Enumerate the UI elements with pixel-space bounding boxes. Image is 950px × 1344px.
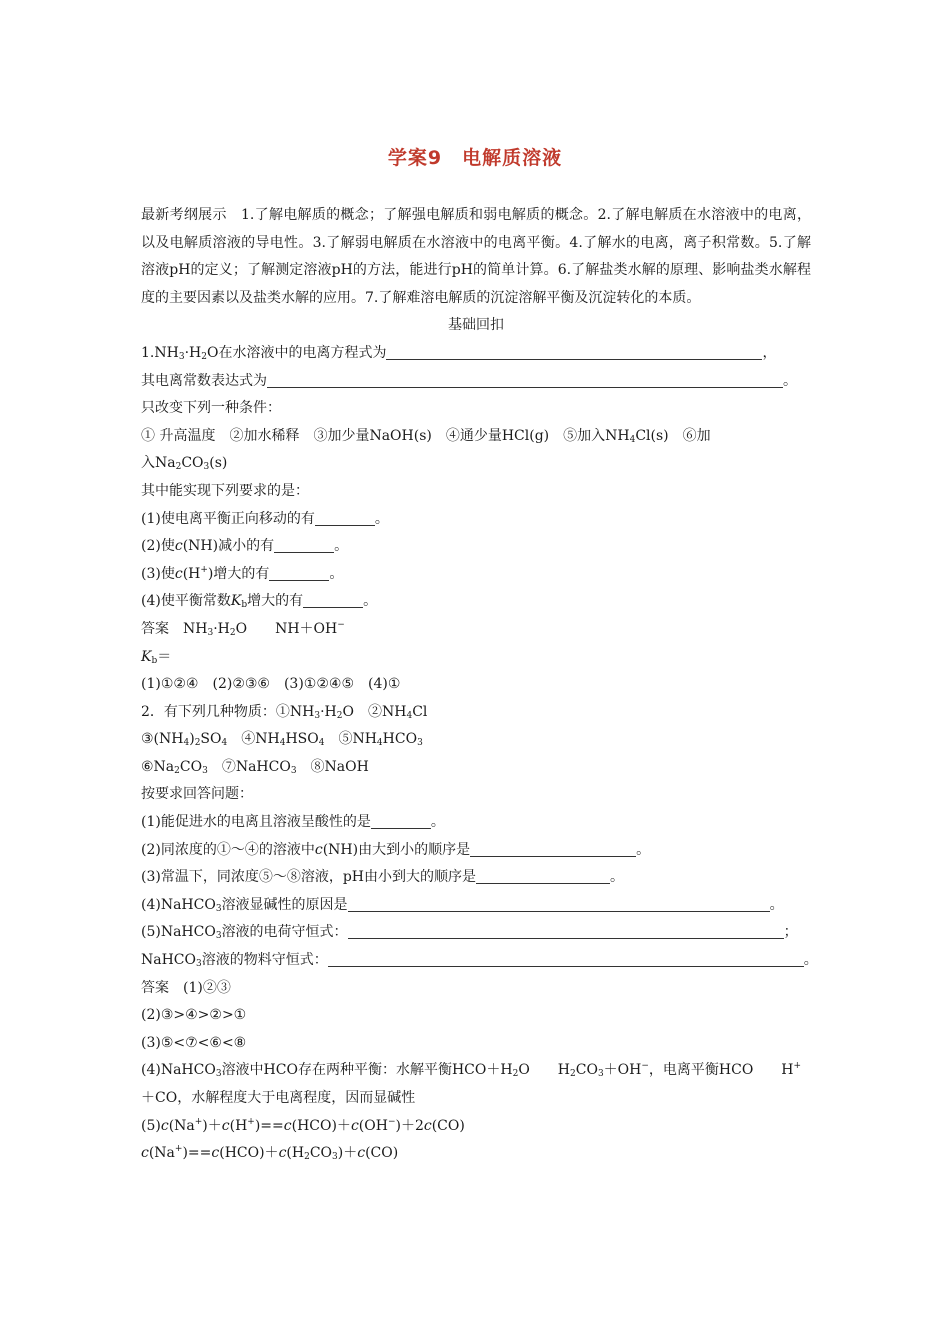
- q2-answer3: (3)⑤<⑦<⑥<⑧: [141, 1034, 247, 1051]
- q2-answer5-charge: (5)c(Na+)＋c(H+)==c(HCO)＋c(OH−)＋2c(CO): [141, 1116, 465, 1134]
- q1-answer: 答案 $NH_3\cdot H_2O$ NH＋OH−: [141, 619, 345, 638]
- q1-req3: (3)使c(H+)增大的有 。: [141, 564, 344, 582]
- q1-req4: (4)使平衡常数$K_b$增大的有 。: [141, 593, 378, 611]
- q2-blank-3[interactable]: [476, 867, 610, 884]
- q1-line5: 其中能实现下列要求的是：: [141, 482, 309, 499]
- q2-answer1: 答案 (1)②③: [141, 979, 231, 996]
- q1-line2: 其电离常数表达式为 。: [141, 372, 797, 389]
- q1-kb: $K_b=$: [141, 648, 172, 666]
- q2-line4: 按要求回答问题：: [141, 786, 253, 803]
- q2-blank-1[interactable]: [371, 812, 431, 829]
- q2-blank-6[interactable]: [328, 950, 804, 967]
- document-body: [141, 202, 818, 1168]
- q1-blank-equation[interactable]: [386, 343, 762, 360]
- q2-part5: (5)NaHCO$_3$溶液的电荷守恒式： ；: [141, 924, 798, 942]
- q2-part4: (4)NaHCO$_3$溶液显碱性的原因是 。: [141, 896, 784, 914]
- q1-blank-4[interactable]: [303, 591, 363, 608]
- q1-conditions-cont: 入$Na_2CO_3(s)$: [141, 455, 228, 473]
- q1-blank-2[interactable]: [274, 536, 334, 553]
- q2-part3: (3)常温下，同浓度⑤～⑧溶液，pH由小到大的顺序是 。: [141, 869, 625, 886]
- q2-part1: (1)能促进水的电离且溶液呈酸性的是 。: [141, 814, 445, 831]
- exam-outline: 最新考纲展示 1.了解电解质的概念；了解强电解质和弱电解质的概念。2.了解电解质在水溶液中的电离，以及电解质溶液的导电性。3.了解弱电解质在水溶液中的电离平衡。4.了解水的电离，离子积常数。5.了解溶液pH的定义；了解测定溶液pH的方法，能进行pH的简单计算。6.了解盐类水解的原理、影响盐类水解程度的主要因素以及盐类水解的应用。7.了解难溶电解质的沉淀溶解平衡及沉淀转化的本质。: [141, 207, 811, 306]
- q1-blank-1[interactable]: [315, 509, 375, 526]
- q1-conditions: ① 升高温度 ②加水稀释 ③加少量NaOH(s) ④通少量HCl(g) ⑤加入$NH_4Cl(s)$ ⑥加: [141, 427, 711, 445]
- q1-blank-3[interactable]: [269, 564, 329, 581]
- q1-req2: (2)使c(NH)减小的有 。: [141, 538, 349, 555]
- q1-line3: 只改变下列一种条件：: [141, 400, 281, 417]
- q1-req1: (1)使电离平衡正向移动的有 。: [141, 510, 389, 527]
- section-heading: 基础回扣: [448, 317, 504, 334]
- q2-line3: $⑥Na_2CO_3$ ⑦NaHCO$_3$ ⑧NaOH: [141, 758, 369, 776]
- q2-part2: (2)同浓度的①～④的溶液中c(NH)由大到小的顺序是 。: [141, 841, 651, 858]
- q2-line1: 2．有下列几种物质：$①NH_3\cdot H_2O$ $②NH_4Cl$: [141, 703, 428, 721]
- q2-answer5-mass: $c(Na^+)==c(HCO)+c(H_2CO_3)+c(CO)$: [141, 1144, 399, 1163]
- q1-blank-constant[interactable]: [267, 371, 783, 388]
- q2-blank-5[interactable]: [348, 922, 784, 939]
- q2-part6: NaHCO$_3$溶液的物料守恒式： 。: [141, 952, 818, 970]
- page-title: 学案9 电解质溶液: [387, 147, 563, 169]
- q2-answer4-cont: ＋CO，水解程度大于电离程度，因而显碱性: [141, 1090, 416, 1106]
- q2-blank-2[interactable]: [470, 840, 636, 857]
- q2-answer4: (4)NaHCO$_3$溶液中HCO存在两种平衡：水解平衡$HCO+H_2O$ $H_2CO_3+OH^-$，电离平衡HCO H+: [141, 1061, 802, 1080]
- q1-line1: $1.NH_3\cdot H_2O$在水溶液中的电离方程式为 ，: [141, 344, 777, 362]
- q2-answer2: (2)③>④>②>①: [141, 1007, 247, 1024]
- q1-answer-list: (1)①②④ (2)②③⑥ (3)①②④⑤ (4)①: [141, 676, 401, 693]
- q2-blank-4[interactable]: [348, 895, 770, 912]
- q2-line2: $③(NH_4)_2SO_4$ $④NH_4HSO_4$ $⑤NH_4HCO_3$: [141, 731, 423, 749]
